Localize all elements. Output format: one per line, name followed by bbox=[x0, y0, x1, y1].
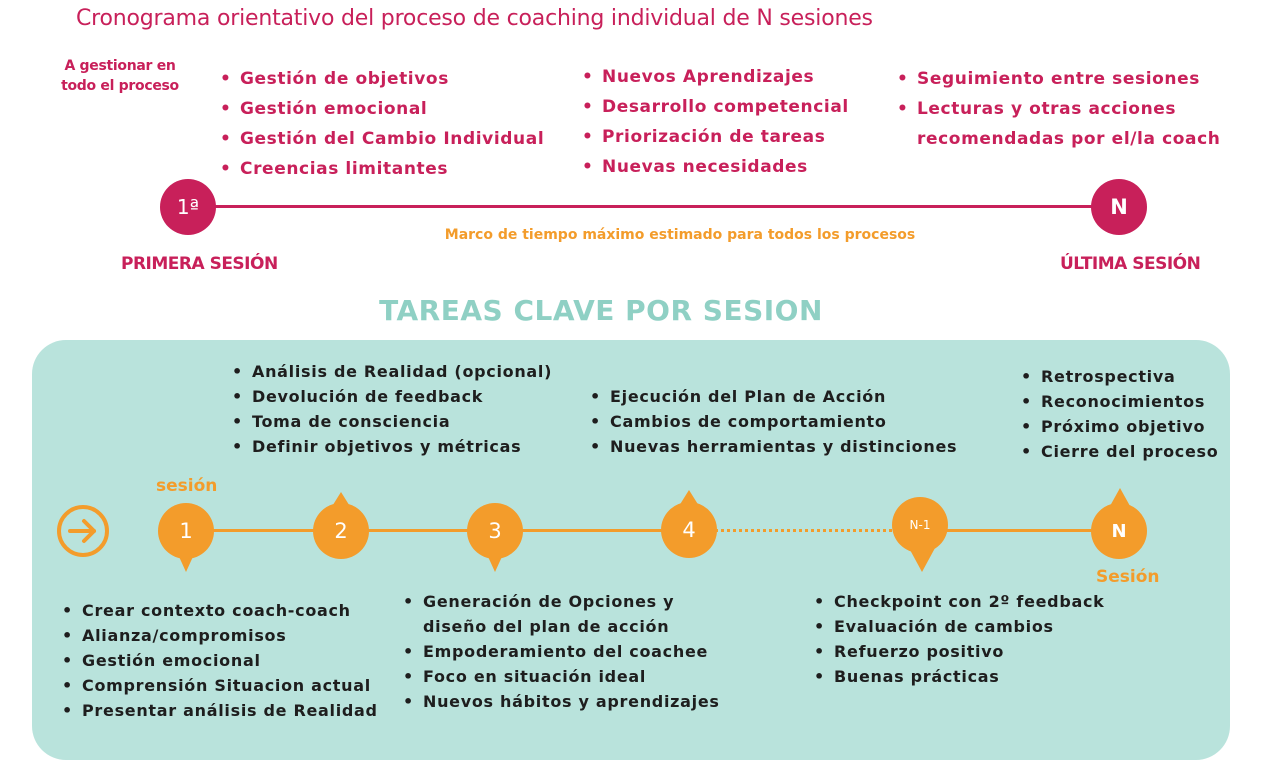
session-node-3: 3 bbox=[467, 503, 523, 559]
tasks-above-session-2 bbox=[230, 359, 552, 459]
list-item: • Devolución de feedback bbox=[230, 384, 552, 409]
manage-label: A gestionar en todo el proceso bbox=[61, 58, 179, 94]
first-session-circle: 1ª bbox=[160, 179, 216, 235]
list-item: • Generación de Opciones y bbox=[401, 589, 720, 614]
tasks-below-session-n-1 bbox=[812, 589, 1105, 689]
list-item: • Cierre del proceso bbox=[1019, 439, 1218, 464]
list-item: • Crear contexto coach-coach bbox=[60, 598, 378, 623]
list-item: • Cambios de comportamiento bbox=[588, 409, 957, 434]
list-item: • Ejecución del Plan de Acción bbox=[588, 384, 957, 409]
top-list-col1 bbox=[218, 64, 544, 184]
list-item: • Retrospectiva bbox=[1019, 364, 1218, 389]
list-item: • Gestión del Cambio Individual bbox=[218, 124, 544, 154]
session-node-2: 2 bbox=[313, 503, 369, 559]
page-title: Cronograma orientativo del proceso de coaching individual de N sesiones bbox=[76, 6, 873, 31]
session-label-top: sesión bbox=[156, 476, 218, 496]
top-list-col2 bbox=[580, 62, 849, 182]
list-item: • Foco en situación ideal bbox=[401, 664, 720, 689]
timeframe-label: Marco de tiempo máximo estimado para todos los procesos bbox=[444, 227, 916, 243]
list-item: • Presentar análisis de Realidad bbox=[60, 698, 378, 723]
list-item: • Priorización de tareas bbox=[580, 122, 849, 152]
list-item: • Desarrollo competencial bbox=[580, 92, 849, 122]
session-line-dotted bbox=[690, 529, 910, 532]
list-item: • Nuevos hábitos y aprendizajes bbox=[401, 689, 720, 714]
session-line bbox=[185, 529, 685, 532]
list-item: • Gestión emocional bbox=[60, 648, 378, 673]
list-item: • Definir objetivos y métricas bbox=[230, 434, 552, 459]
session-node-4: 4 bbox=[661, 502, 717, 558]
list-item: • Nuevas necesidades bbox=[580, 152, 849, 182]
list-item: • Próximo objetivo bbox=[1019, 414, 1218, 439]
list-item: • Comprensión Situacion actual bbox=[60, 673, 378, 698]
session-node-n-1: N-1 bbox=[892, 497, 948, 553]
session-label-bottom: Sesión bbox=[1096, 567, 1160, 587]
list-item: • Gestión de objetivos bbox=[218, 64, 544, 94]
list-item: • Creencias limitantes bbox=[218, 154, 544, 184]
session-node-n: N bbox=[1091, 503, 1147, 559]
tasks-above-session-4 bbox=[588, 384, 957, 459]
list-item: • Nuevas herramientas y distinciones bbox=[588, 434, 957, 459]
session-node-1: 1 bbox=[158, 503, 214, 559]
list-item: • Empoderamiento del coachee bbox=[401, 639, 720, 664]
first-session-label: PRIMERA SESIÓN bbox=[121, 254, 278, 274]
last-session-label: ÚLTIMA SESIÓN bbox=[1060, 254, 1201, 274]
list-item: • Checkpoint con 2º feedback bbox=[812, 589, 1105, 614]
list-item: • Lecturas y otras acciones bbox=[895, 94, 1220, 124]
tasks-below-session-1 bbox=[60, 598, 378, 723]
list-item: • Alianza/compromisos bbox=[60, 623, 378, 648]
list-item: • Buenas prácticas bbox=[812, 664, 1105, 689]
list-item: • Toma de consciencia bbox=[230, 409, 552, 434]
list-item-continuation: diseño del plan de acción bbox=[423, 617, 670, 636]
tasks-below-session-3 bbox=[401, 589, 720, 714]
section-title: TAREAS CLAVE POR SESION bbox=[379, 294, 823, 327]
timeline-line bbox=[190, 205, 1120, 208]
list-item: • Análisis de Realidad (opcional) bbox=[230, 359, 552, 384]
top-list-col3 bbox=[895, 64, 1220, 154]
list-item: • Evaluación de cambios bbox=[812, 614, 1105, 639]
list-item-continuation: recomendadas por el/la coach bbox=[917, 129, 1221, 149]
arrow-right-circle-icon bbox=[56, 504, 110, 558]
tasks-above-session-n bbox=[1019, 364, 1218, 464]
list-item: • Gestión emocional bbox=[218, 94, 544, 124]
last-session-circle: N bbox=[1091, 179, 1147, 235]
list-item: • Reconocimientos bbox=[1019, 389, 1218, 414]
list-item: • Seguimiento entre sesiones bbox=[895, 64, 1220, 94]
list-item: • Refuerzo positivo bbox=[812, 639, 1105, 664]
list-item: • Nuevos Aprendizajes bbox=[580, 62, 849, 92]
